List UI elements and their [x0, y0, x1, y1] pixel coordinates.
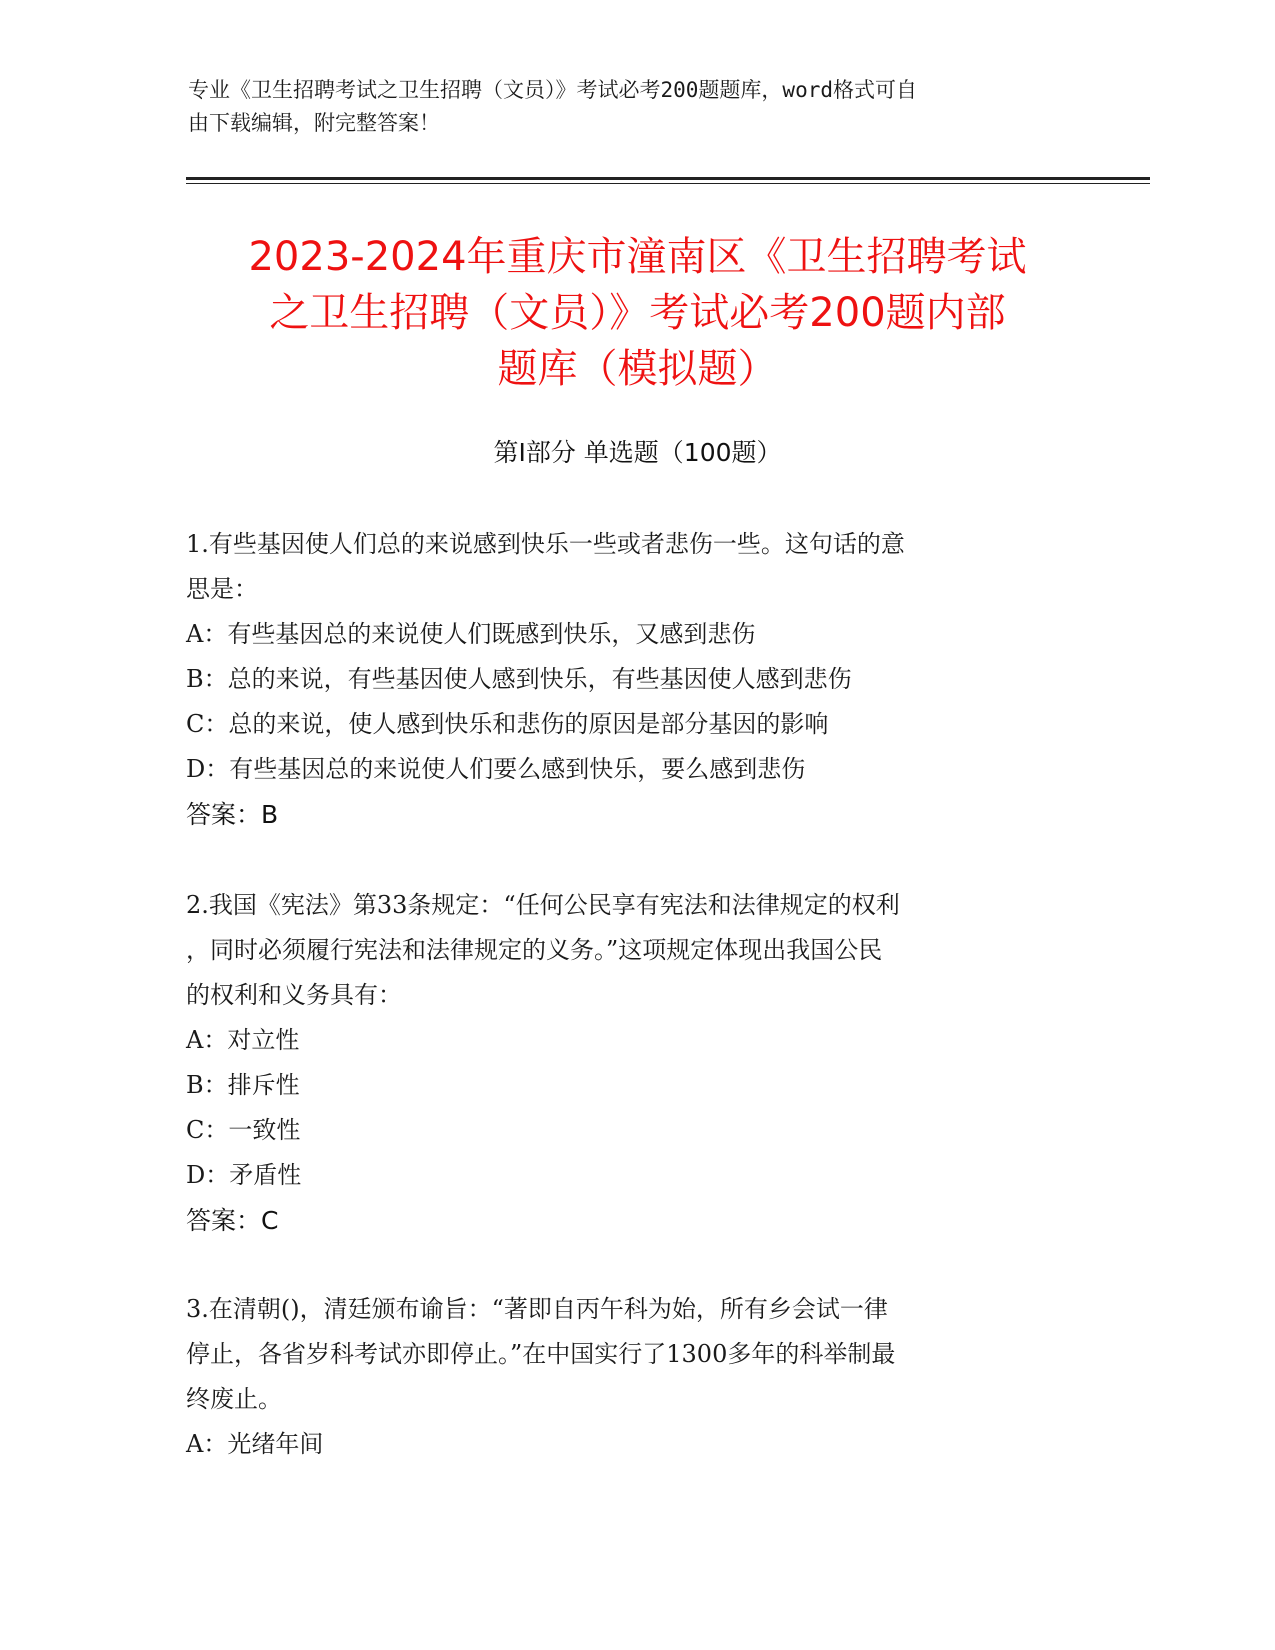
question-stem: 停止，各省岁科考试亦即停止。”在中国实行了1300多年的科举制最	[186, 1340, 896, 1368]
header-note-line: 由下载编辑，附完整答案！	[188, 111, 440, 135]
question-stem: 的权利和义务具有：	[186, 981, 402, 1009]
option-a: A：光绪年间	[186, 1430, 324, 1458]
question-stem: ，同时必须履行宪法和法律规定的义务。”这项规定体现出我国公民	[186, 936, 883, 964]
question-stem: 3.在清朝()，清廷颁布谕旨：“著即自丙午科为始，所有乡会试一律	[186, 1295, 888, 1323]
option-b: B：总的来说，有些基因使人感到快乐，有些基因使人感到悲伤	[186, 665, 852, 693]
header-divider-thick	[186, 177, 1150, 180]
document-title	[150, 229, 1125, 397]
option-a: A：有些基因总的来说使人们既感到快乐，又感到悲伤	[186, 620, 756, 648]
title-line: 题库（模拟题）	[497, 346, 778, 392]
question-3	[186, 1287, 1086, 1467]
header-note-line: 专业《卫生招聘考试之卫生招聘（文员）》考试必考200题题库，word格式可自	[188, 78, 917, 102]
option-d: D：有些基因总的来说使人们要么感到快乐，要么感到悲伤	[186, 755, 806, 783]
option-c: C：一致性	[186, 1116, 301, 1144]
question-2	[186, 883, 1086, 1243]
section-heading: 第Ⅰ部分 单选题（100题）	[493, 438, 782, 467]
answer: 答案：C	[186, 1206, 279, 1235]
question-stem: 终废止。	[186, 1385, 282, 1413]
question-1	[186, 522, 1086, 837]
question-stem: 1.有些基因使人们总的来说感到快乐一些或者悲伤一些。这句话的意	[186, 530, 905, 558]
header-note	[188, 74, 1068, 140]
option-d: D：矛盾性	[186, 1161, 302, 1189]
option-b: B：排斥性	[186, 1071, 300, 1099]
header-divider-thin	[186, 183, 1150, 184]
question-stem: 2.我国《宪法》第33条规定：“任何公民享有宪法和法律规定的权利	[186, 891, 900, 919]
title-line: 2023-2024年重庆市潼南区《卫生招聘考试	[248, 234, 1027, 280]
answer: 答案：B	[186, 800, 279, 829]
title-line: 之卫生招聘（文员）》考试必考200题内部	[269, 290, 1006, 336]
option-c: C：总的来说，使人感到快乐和悲伤的原因是部分基因的影响	[186, 710, 829, 738]
option-a: A：对立性	[186, 1026, 300, 1054]
question-stem: 思是：	[186, 575, 258, 603]
